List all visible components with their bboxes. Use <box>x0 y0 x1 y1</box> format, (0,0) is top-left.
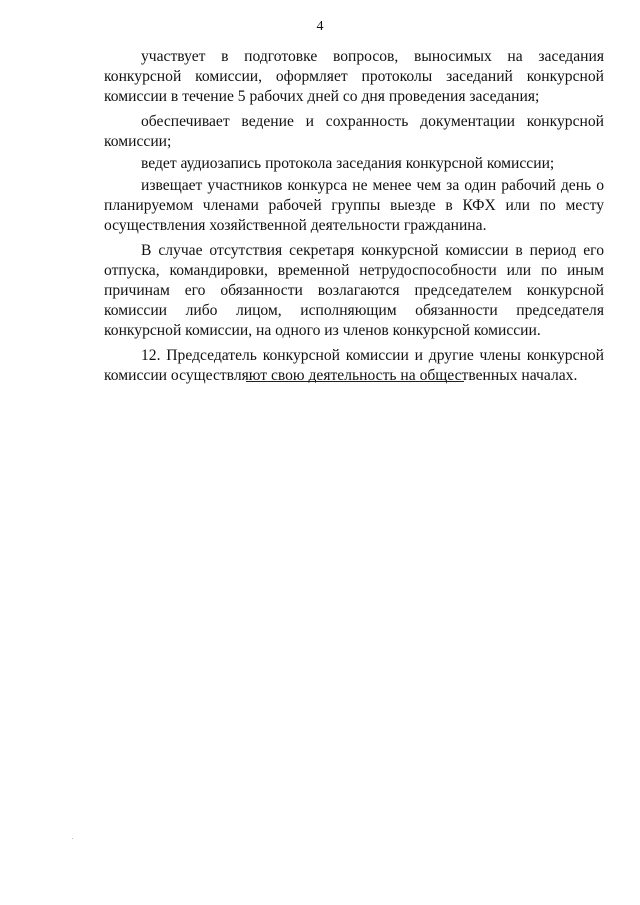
document-body <box>104 47 604 391</box>
paragraph-notifies-participants: извещает участников конкурса не менее чем за один рабочий день о планируемом членами рабочей группы выезде в КФХ или по месту осуществления хозяйственной деятельности гражданина. <box>104 177 604 234</box>
paragraph-audio-recording: ведет аудиозапись протокола заседания конкурсной комиссии; <box>141 155 555 172</box>
paragraph-secretary-absence: В случае отсутствия секретаря конкурсной комиссии в период его отпуска, командировки, временной нетрудоспособности или по иным причинам его обязанности возлагаются председателем конкурсной комиссии либо лицом, исполняющим обязанности председателя конкурсной комиссии, на одного из членов конкурсной комиссии. <box>104 242 604 339</box>
page-number: 4 <box>316 19 324 34</box>
paragraph-prepares-questions: участвует в подготовке вопросов, выносимых на заседания конкурсной комиссии, оформляет протоколы заседаний конкурсной комиссии в течение 5 рабочих дней со дня проведения заседания; <box>104 48 604 105</box>
scan-speck <box>72 838 73 839</box>
paragraph-item-12: 12. Председатель конкурсной комиссии и другие члены конкурсной комиссии осуществляют свою деятельность на общественных началах. <box>104 347 604 384</box>
paragraph-documentation: обеспечивает ведение и сохранность документации конкурсной комиссии; <box>104 113 604 150</box>
end-separator-line <box>246 381 464 382</box>
